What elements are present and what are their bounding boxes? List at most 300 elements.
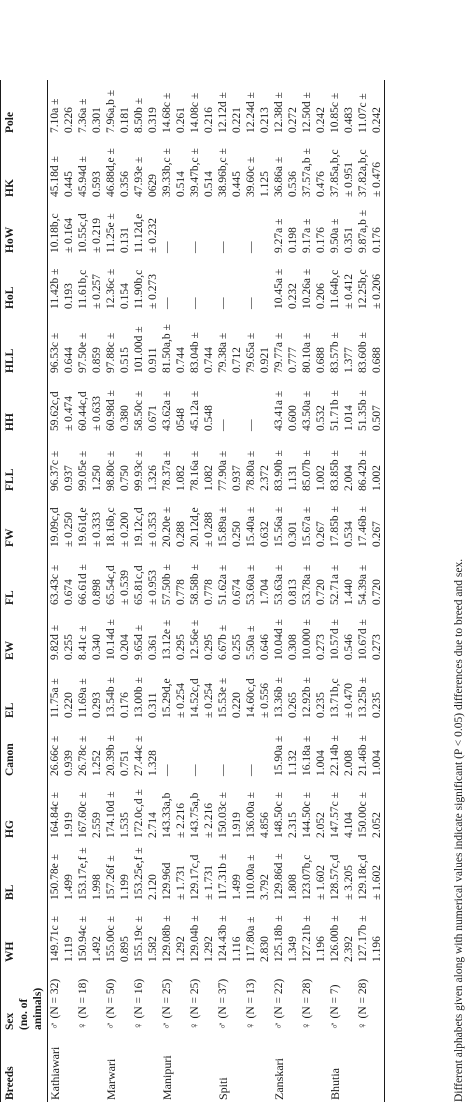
mean-value: — (161, 297, 173, 309)
mean-value: — (245, 241, 257, 253)
mean-value: 8.50b ± (133, 97, 145, 133)
mean-value: 79.77a ± (273, 332, 285, 373)
value-cell (76, 255, 104, 311)
error-value: 0.176 (119, 692, 131, 718)
error-value: 0.644 (63, 347, 75, 373)
breed-cell (300, 1032, 328, 1102)
error-value: 0.937 (231, 465, 243, 491)
mean-value: 117.31b ± (217, 853, 229, 900)
value-cell (216, 255, 244, 311)
mean-value: 11.42b ± (49, 268, 61, 309)
value-cell (76, 840, 104, 902)
error-value: 0.688 (371, 347, 383, 373)
value-cell (244, 433, 272, 493)
error-value: ± 0.412 (343, 273, 355, 309)
mean-value: 8.41c ± (77, 625, 89, 660)
error-value: 0.255 (63, 634, 75, 660)
value-cell (132, 720, 160, 778)
error-value: 0.674 (231, 579, 243, 605)
mean-value: 54.39a ± (357, 564, 369, 605)
value-cell (48, 135, 77, 199)
error-value: 1.292 (175, 936, 187, 962)
error-value: 0.206 (315, 283, 327, 309)
value-cell (328, 311, 356, 375)
value-cell (104, 433, 132, 493)
mean-value: — (217, 764, 229, 776)
table-body (48, 80, 385, 1102)
error-value: 0.273 (371, 634, 383, 660)
breed-cell (76, 1032, 104, 1102)
mean-value: 124.43b ± (217, 915, 229, 962)
value-cell (244, 375, 272, 433)
mean-value: 143.75a,b (189, 792, 201, 838)
value-cell (216, 493, 244, 549)
value-cell (160, 80, 188, 135)
value-cell (104, 720, 132, 778)
mean-value: 14.68c ± (161, 92, 173, 133)
error-value: 1.492 (91, 936, 103, 962)
mean-value: 22.14b ± (329, 735, 341, 776)
error-value: 0.777 (287, 347, 299, 373)
value-cell (160, 840, 188, 902)
value-cell (328, 720, 356, 778)
mean-value: 39.47b,c ± (189, 148, 201, 197)
error-value: 1.196 (315, 936, 327, 962)
mean-value: 38.96b,c ± (217, 148, 229, 197)
sex-cell: ♂ (N = 7) (329, 984, 341, 1030)
error-value: 1.326 (147, 465, 159, 491)
value-cell (272, 902, 300, 964)
error-value: 0.267 (371, 521, 383, 547)
value-cell (132, 433, 160, 493)
mean-value: 58.50c ± (133, 390, 145, 431)
error-value: 0.356 (119, 171, 131, 197)
mean-value: 98.80c ± (105, 450, 117, 491)
mean-value: 79.38a ± (217, 332, 229, 373)
table-row (216, 80, 244, 1102)
mean-value: — (217, 241, 229, 253)
mean-value: 153.17e,f ± (77, 847, 89, 900)
error-value: 1.292 (203, 936, 215, 962)
mean-value: 174.10d ± (105, 791, 117, 838)
value-cell (132, 199, 160, 255)
error-value: 3.792 (259, 874, 271, 900)
error-value: 0.235 (315, 692, 327, 718)
error-value: 0.921 (259, 347, 271, 373)
value-cell (48, 199, 77, 255)
mean-value: 99.93c ± (133, 450, 145, 491)
breed-cell (244, 1032, 272, 1102)
error-value: 1.704 (259, 579, 271, 605)
error-value: 0.744 (203, 347, 215, 373)
value-cell (244, 311, 272, 375)
value-cell (76, 199, 104, 255)
error-value: 0.295 (175, 634, 187, 660)
table-row (272, 80, 300, 1102)
mean-value: 20.20e ± (161, 506, 173, 547)
sex-cell: ♀ (N = 16) (133, 978, 145, 1030)
error-value: 1.328 (147, 750, 159, 776)
value-cell (188, 607, 216, 662)
value-cell (48, 607, 77, 662)
mean-value: 157.26f ± (105, 855, 117, 900)
column-header: EW (1, 607, 48, 662)
error-value: 0.288 (175, 521, 187, 547)
error-value: 0.216 (203, 107, 215, 133)
error-value: 0.220 (231, 692, 243, 718)
value-cell (132, 311, 160, 375)
mean-value: 11.90b,c (133, 269, 145, 309)
table-row (244, 80, 272, 1102)
mean-value: 97.88c ± (105, 332, 117, 373)
value-cell (160, 662, 188, 720)
mean-value: 123.07b,c (301, 854, 313, 900)
error-value: 1.002 (371, 465, 383, 491)
value-cell (244, 255, 272, 311)
value-cell (272, 840, 300, 902)
error-value: 0.255 (231, 634, 243, 660)
value-cell (48, 493, 77, 549)
table-row (104, 80, 132, 1102)
breed-cell: Manipuri (160, 1055, 174, 1100)
mean-value: — (245, 419, 257, 431)
error-value: 1.002 (315, 465, 327, 491)
error-value: 0.536 (287, 171, 299, 197)
error-value: 1.499 (231, 874, 243, 900)
error-value: 1.125 (259, 171, 271, 197)
value-cell (160, 199, 188, 255)
mean-value: 18.16b,c (105, 507, 117, 547)
error-value: 1.119 (63, 936, 75, 962)
mean-value: 12.12d ± (217, 92, 229, 133)
mean-value: 13.54b ± (105, 677, 117, 718)
error-value: 0.688 (315, 347, 327, 373)
mean-value: 63.43c ± (49, 564, 61, 605)
mean-value: 43.62a ± (161, 390, 173, 431)
mean-value: 143.33a,b (161, 792, 173, 838)
mean-value: 11.69a ± (77, 678, 89, 718)
value-cell (48, 375, 77, 433)
value-cell (356, 840, 385, 902)
error-value: 0.131 (119, 227, 131, 253)
mean-value: 97.50e ± (77, 332, 89, 373)
value-cell (356, 135, 385, 199)
mean-value: 101.00d ± (133, 326, 145, 373)
table-row (132, 80, 160, 1102)
value-cell (300, 493, 328, 549)
mean-value: 45.94d ± (77, 156, 89, 197)
value-cell (244, 662, 272, 720)
mean-value: 26.78c ± (77, 735, 89, 776)
error-value: 0.232 (287, 283, 299, 309)
error-value: 0.600 (287, 405, 299, 431)
error-value: 0.311 (147, 692, 159, 718)
sex-cell: ♀ (N = 25) (189, 978, 201, 1030)
error-value: 0.272 (287, 107, 299, 133)
error-value: ± 0.206 (371, 273, 383, 309)
value-cell (356, 311, 385, 375)
error-value: 0.361 (147, 634, 159, 660)
mean-value: 81.50a,b ± (161, 324, 173, 373)
value-cell (356, 720, 385, 778)
error-value: 0.235 (371, 692, 383, 718)
value-cell (328, 607, 356, 662)
error-value: ± 1.731 (203, 864, 215, 900)
error-value: 0.340 (91, 634, 103, 660)
mean-value: 6.67b ± (217, 624, 229, 660)
mean-value: — (217, 297, 229, 309)
value-cell (132, 778, 160, 840)
error-value: ± 0.200 (119, 511, 131, 547)
value-cell (300, 80, 328, 135)
error-value: 0.154 (119, 283, 131, 309)
error-value: 1.535 (119, 812, 131, 838)
mean-value: 12.50d ± (301, 92, 313, 133)
value-cell (244, 840, 272, 902)
value-cell (356, 375, 385, 433)
mean-value: 9.87a,b ± (357, 209, 369, 253)
value-cell (216, 720, 244, 778)
value-cell (76, 311, 104, 375)
error-value: 1.919 (231, 812, 243, 838)
value-cell (328, 255, 356, 311)
value-cell (244, 199, 272, 255)
error-value: ± 0.470 (343, 682, 355, 718)
value-cell (160, 135, 188, 199)
value-cell (188, 840, 216, 902)
error-value: 0.515 (119, 347, 131, 373)
mean-value: 129.18c,d (357, 854, 369, 900)
error-value: 0.445 (63, 171, 75, 197)
error-value: 2.714 (147, 812, 159, 838)
error-value: 1.004 (371, 750, 383, 776)
error-value: 2.120 (147, 874, 159, 900)
error-value: ± 0.254 (175, 682, 187, 718)
error-value: 0.937 (63, 465, 75, 491)
value-cell (300, 199, 328, 255)
value-cell (188, 720, 216, 778)
mean-value: 37.57a,b ± (301, 148, 313, 197)
mean-value: — (217, 419, 229, 431)
error-value: 2.559 (91, 812, 103, 838)
error-value: ± 0.273 (147, 273, 159, 309)
value-cell (160, 255, 188, 311)
error-value: 0.712 (231, 347, 243, 373)
mean-value: 96.37c ± (49, 450, 61, 491)
value-cell (216, 607, 244, 662)
mean-value: 86.42b ± (357, 450, 369, 491)
error-value: 0.514 (203, 171, 215, 197)
value-cell (328, 902, 356, 964)
error-value: 0.301 (91, 107, 103, 133)
value-cell (272, 778, 300, 840)
error-value: ± 2.216 (203, 802, 215, 838)
mean-value: 127.17b ± (357, 915, 369, 962)
mean-value: 27.44c ± (133, 735, 145, 776)
mean-value: 129.86d ± (273, 853, 285, 900)
mean-value: 39.60c ± (245, 156, 257, 197)
mean-value: — (189, 764, 201, 776)
error-value: ± 1.731 (175, 864, 187, 900)
value-cell (272, 255, 300, 311)
error-value: 0.895 (119, 936, 131, 962)
value-cell (188, 778, 216, 840)
error-value: 2.008 (343, 750, 355, 776)
error-value: 4.104 (343, 812, 355, 838)
value-cell (104, 199, 132, 255)
mean-value: 129.04b ± (189, 915, 201, 962)
value-cell (216, 549, 244, 607)
value-cell (48, 778, 77, 840)
value-cell (356, 902, 385, 964)
error-value: 1.499 (63, 874, 75, 900)
breed-cell (132, 1032, 160, 1102)
value-cell (48, 662, 77, 720)
value-cell (160, 720, 188, 778)
value-cell (104, 549, 132, 607)
mean-value: 20.12d,e (189, 507, 201, 547)
mean-value: 117.80a ± (245, 916, 257, 962)
error-value: 1.440 (343, 579, 355, 605)
column-header: EL (1, 662, 48, 720)
value-cell (216, 778, 244, 840)
value-cell (160, 607, 188, 662)
value-cell (356, 255, 385, 311)
mean-value: 60.44c,d (77, 391, 89, 431)
value-cell (244, 135, 272, 199)
mean-value: 99.05e ± (77, 450, 89, 491)
value-cell (48, 80, 77, 135)
sex-cell: ♀ (N = 13) (245, 978, 257, 1030)
value-cell (76, 607, 104, 662)
value-cell (76, 778, 104, 840)
mean-value: 12.36c ± (105, 268, 117, 309)
breed-cell (356, 1032, 385, 1102)
mean-value: 129.17c,d (189, 854, 201, 900)
value-cell (160, 549, 188, 607)
error-value: 0.778 (203, 579, 215, 605)
error-value: ± 0.951 (343, 161, 355, 197)
error-value: 0.351 (343, 227, 355, 253)
value-cell (104, 662, 132, 720)
value-cell (132, 902, 160, 964)
mean-value: 129.96d (161, 862, 173, 900)
mean-value: 59.62c,d (49, 391, 61, 431)
column-header: HLL (1, 311, 48, 375)
error-value: 2.004 (343, 465, 355, 491)
mean-value: 21.46b ± (357, 735, 369, 776)
value-cell (216, 902, 244, 964)
error-value: 0.273 (315, 634, 327, 660)
mean-value: 77.90a ± (217, 450, 229, 491)
error-value: 0.813 (287, 579, 299, 605)
value-cell (132, 662, 160, 720)
value-cell (76, 720, 104, 778)
value-cell (356, 433, 385, 493)
value-cell (328, 778, 356, 840)
value-cell (300, 662, 328, 720)
value-cell (188, 662, 216, 720)
error-value: 0.221 (231, 107, 243, 133)
column-header: Breeds (1, 1032, 48, 1102)
mean-value: 15.40a ± (245, 506, 257, 547)
value-cell (300, 607, 328, 662)
breed-cell: Marwari (104, 1058, 118, 1100)
error-value: 0.261 (175, 107, 187, 133)
value-cell (76, 375, 104, 433)
value-cell (188, 199, 216, 255)
value-cell (48, 840, 77, 902)
value-cell (300, 135, 328, 199)
value-cell (328, 840, 356, 902)
mean-value: 65.81c,d (133, 565, 145, 605)
mean-value: 14.60c,d (245, 678, 257, 718)
mean-value: 150.94c ± (77, 916, 89, 962)
mean-value: — (161, 241, 173, 253)
value-cell (244, 549, 272, 607)
mean-value: 9.27a ± (273, 218, 285, 253)
table-row (328, 80, 356, 1102)
mean-value: 26.66c ± (49, 735, 61, 776)
mean-value: 12.92b ± (301, 677, 313, 718)
mean-value: 12.56e ± (189, 619, 201, 660)
error-value: 1.014 (343, 405, 355, 431)
mean-value: 153.25e,f ± (133, 847, 145, 900)
error-value: ± 0.476 (371, 161, 383, 197)
value-cell (188, 549, 216, 607)
mean-value: 13.12e ± (161, 619, 173, 660)
value-cell (244, 720, 272, 778)
value-cell (104, 840, 132, 902)
error-value: 0.301 (287, 521, 299, 547)
mean-value: 12.38d ± (273, 92, 285, 133)
error-value: 0.220 (63, 692, 75, 718)
mean-value: 39.33b,c ± (161, 148, 173, 197)
value-cell (356, 549, 385, 607)
value-cell (48, 720, 77, 778)
value-cell (300, 720, 328, 778)
value-cell (160, 493, 188, 549)
mean-value: 19.09c,d (49, 507, 61, 547)
value-cell (104, 255, 132, 311)
value-cell (244, 902, 272, 964)
error-value: 0.514 (175, 171, 187, 197)
mean-value: 128.57c,d (329, 854, 341, 900)
value-cell (300, 375, 328, 433)
mean-value: 15.89a ± (217, 506, 229, 547)
table-row (356, 80, 385, 1102)
value-cell (188, 902, 216, 964)
error-value: 1.582 (147, 936, 159, 962)
value-cell (188, 375, 216, 433)
mean-value: 7.10a ± (49, 98, 61, 133)
mean-value: 164.84c ± (49, 792, 61, 838)
mean-value: 155.00c ± (105, 916, 117, 962)
mean-value: 78.80a ± (245, 450, 257, 491)
mean-value: 83.85b ± (329, 450, 341, 491)
value-cell (48, 902, 77, 964)
error-value: 0.176 (371, 227, 383, 253)
value-cell (76, 549, 104, 607)
error-value: ± 0.219 (91, 217, 103, 253)
mean-value: 19.12c,d (133, 507, 145, 547)
error-value: 0.265 (287, 692, 299, 718)
mean-value: 45.18d ± (49, 156, 61, 197)
mean-value: — (189, 241, 201, 253)
value-cell (216, 199, 244, 255)
mean-value: 10.55c,d (77, 213, 89, 253)
value-cell (132, 840, 160, 902)
